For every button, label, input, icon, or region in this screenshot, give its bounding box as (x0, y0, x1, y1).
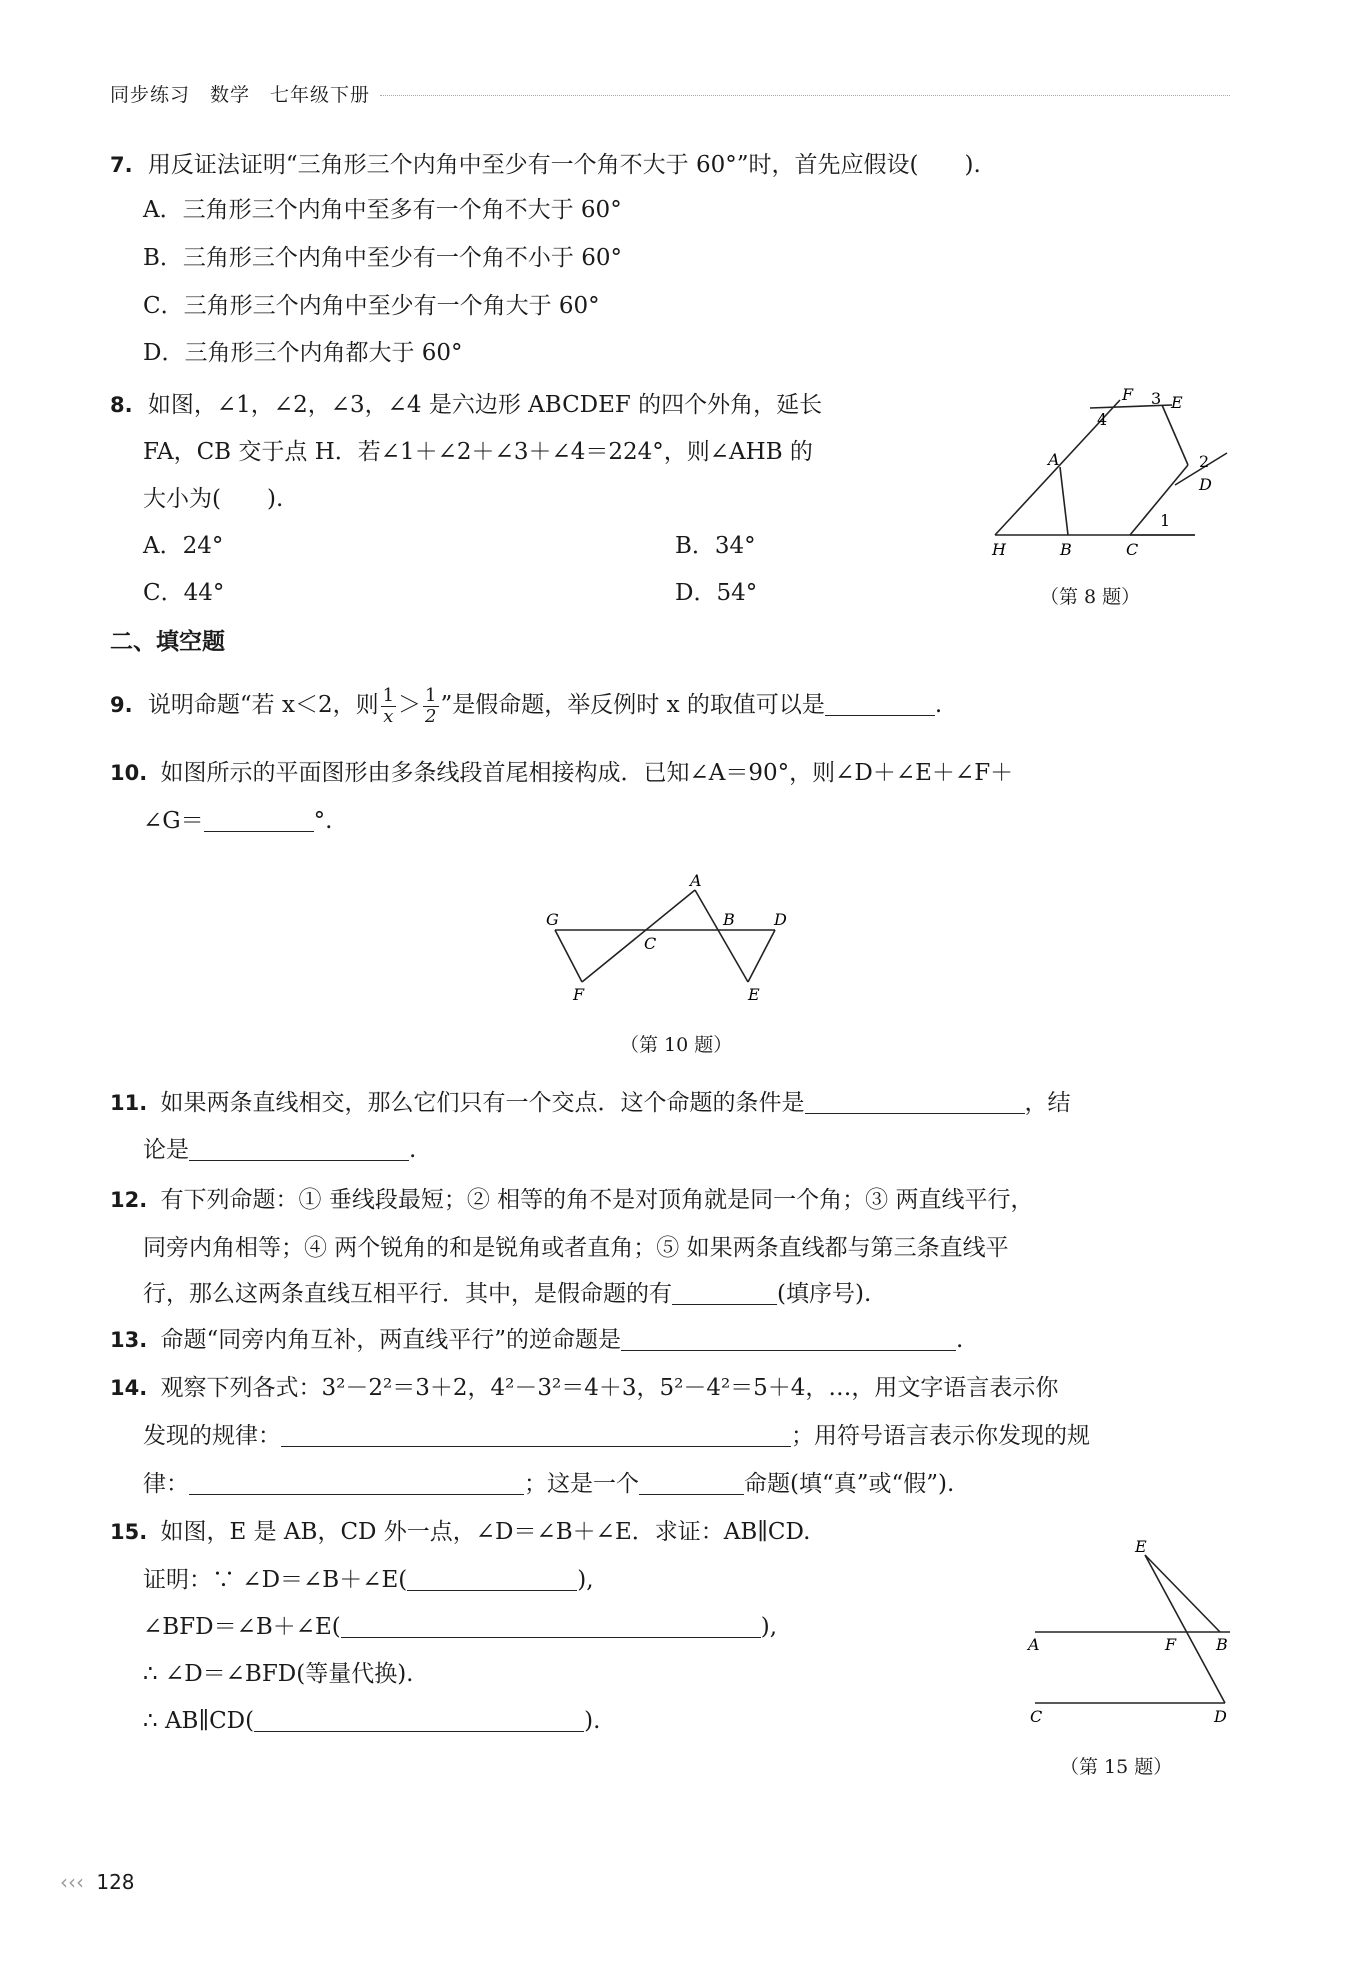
numerator: 1 (382, 684, 395, 706)
question-text: 如图，E 是 AB，CD 外一点，∠D＝∠B＋∠E．求证：AB∥CD. (160, 1519, 811, 1545)
proof-text: ∠BFD＝∠B＋∠E( (143, 1614, 341, 1640)
question-text: 有下列命题：① 垂线段最短；② 相等的角不是对顶角就是同一个角；③ 两直线平行， (160, 1187, 1034, 1213)
question-number: 7. (110, 153, 133, 177)
question-text: 如图所示的平面图形由多条线段首尾相接构成．已知∠A＝90°，则∠D＋∠E＋∠F＋ (160, 760, 1014, 786)
question-14-line-3 (143, 1469, 954, 1499)
label-D: D (774, 910, 787, 929)
figure-10 (530, 870, 810, 1010)
question-12-line-1 (110, 1185, 1033, 1215)
option-a: A．三角形三个内角中至多有一个角不大于 60° (143, 197, 622, 223)
figure-15-caption: （第 15 题） (1060, 1756, 1173, 1778)
label-G: G (546, 910, 559, 929)
true-false-blank[interactable] (639, 1472, 744, 1495)
option-d: D．三角形三个内角都大于 60° (143, 340, 463, 366)
question-number: 15. (110, 1520, 148, 1544)
option-b: B．三角形三个内角中至少有一个角不小于 60° (143, 245, 622, 271)
answer-blank[interactable] (672, 1282, 777, 1305)
page-footer (60, 1870, 135, 1894)
conclusion-blank[interactable] (189, 1138, 409, 1161)
label-H: H (992, 540, 1006, 559)
question-number: 14. (110, 1376, 148, 1400)
proof-text: ∴ AB∥CD( (143, 1708, 255, 1734)
label-E: E (1171, 393, 1183, 412)
question-text: 命题(填“真”或“假”). (744, 1471, 955, 1497)
question-14-line-2 (143, 1421, 1090, 1451)
question-text: 如果两条直线相交，那么它们只有一个交点．这个命题的条件是 (160, 1090, 805, 1116)
arrows-icon: ‹‹‹ (60, 1870, 84, 1894)
label-D: D (1214, 1707, 1227, 1726)
question-8-line-2: FA，CB 交于点 H．若∠1＋∠2＋∠3＋∠4＝224°，则∠AHB 的 (143, 439, 813, 465)
question-15-stem (110, 1517, 810, 1547)
question-text: 论是 (143, 1137, 189, 1163)
label-B: B (723, 910, 735, 929)
figure-8-caption: （第 8 题） (1040, 586, 1141, 608)
answer-blank[interactable] (621, 1328, 956, 1351)
label-A: A (1048, 450, 1060, 469)
answer-blank[interactable] (825, 693, 935, 716)
question-text: (填序号). (777, 1281, 872, 1307)
figure-8-hexagon (980, 385, 1250, 570)
running-header: 同步练习 数学 七年级下册 (110, 84, 371, 106)
proof-text: 证明：∵ ∠D＝∠B＋∠E( (143, 1567, 408, 1593)
period: . (934, 692, 943, 718)
question-text: ；用符号语言表示你发现的规 (791, 1423, 1090, 1449)
question-text: ∠G＝ (143, 808, 204, 834)
question-8-line-3: 大小为( ). (143, 486, 284, 512)
condition-blank[interactable] (805, 1091, 1025, 1114)
label-C: C (1030, 1707, 1043, 1726)
question-11-line-1 (110, 1088, 1071, 1118)
question-text: 行，那么这两条直线互相平行．其中，是假命题的有 (143, 1281, 672, 1307)
option-a: A．24° (143, 533, 224, 559)
reason-blank[interactable] (254, 1709, 584, 1732)
question-text: 律： (143, 1471, 189, 1497)
question-text: 命题“同旁内角互补，两直线平行”的逆命题是 (160, 1327, 622, 1353)
denominator: 2 (425, 705, 437, 727)
page-number: 128 (96, 1870, 135, 1894)
question-text: ”是假命题，举反例时 x 的取值可以是 (440, 692, 825, 718)
proof-step-4 (143, 1706, 600, 1736)
question-10-line-2 (143, 806, 332, 836)
question-9 (110, 683, 942, 727)
label-B: B (1216, 1635, 1228, 1654)
question-13 (110, 1325, 963, 1355)
label-A: A (690, 871, 702, 890)
question-text: ，结 (1024, 1090, 1071, 1116)
reason-blank[interactable] (407, 1568, 577, 1591)
question-10-line-1 (110, 758, 1013, 788)
fraction (423, 686, 438, 727)
label-E: E (1135, 1540, 1147, 1556)
header-divider (380, 95, 1230, 96)
greater-than: ＞ (398, 692, 422, 718)
section-title: 二、填空题 (110, 629, 225, 655)
question-text: 观察下列各式：3²－2²＝3＋2，4²－3²＝4＋3，5²－4²＝5＋4，…，用文字语言表示你 (160, 1375, 1059, 1401)
numerator: 1 (425, 684, 437, 706)
text-rule-blank[interactable] (281, 1424, 791, 1447)
option-d: D．54° (675, 580, 758, 606)
label-C: C (1126, 540, 1139, 559)
option-b: B．34° (675, 533, 756, 559)
proof-step-2 (143, 1612, 777, 1642)
label-F: F (1165, 1635, 1177, 1654)
question-text: 说明命题“若 x＜2，则 (147, 692, 379, 718)
figure-10-caption: （第 10 题） (620, 1034, 733, 1056)
question-text: ；这是一个 (524, 1471, 639, 1497)
question-number: 11. (110, 1091, 148, 1115)
question-number: 8. (110, 393, 133, 417)
label-E: E (748, 985, 760, 1004)
label-F: F (1122, 385, 1134, 404)
symbol-rule-blank[interactable] (189, 1472, 524, 1495)
label-3: 3 (1151, 389, 1162, 408)
period: . (409, 1137, 417, 1163)
question-12-line-3 (143, 1279, 871, 1309)
label-D: D (1199, 475, 1212, 494)
question-number: 12. (110, 1188, 148, 1212)
period: . (956, 1327, 964, 1353)
proof-text: ), (760, 1614, 778, 1640)
proof-step-1 (143, 1565, 594, 1595)
label-F: F (573, 985, 585, 1004)
denominator: x (383, 705, 394, 727)
proof-text: ), (577, 1567, 594, 1593)
question-14-line-1 (110, 1373, 1058, 1403)
answer-blank[interactable] (204, 809, 314, 832)
label-1: 1 (1160, 511, 1171, 530)
proof-step-3: ∴ ∠D＝∠BFD(等量代换). (143, 1661, 414, 1687)
label-C: C (644, 934, 657, 953)
question-7-stem (110, 150, 981, 180)
question-text: 发现的规律： (143, 1423, 281, 1449)
label-2: 2 (1199, 452, 1210, 471)
label-B: B (1060, 540, 1072, 559)
label-A: A (1028, 1635, 1040, 1654)
question-number: 13. (110, 1328, 148, 1352)
proof-text: ). (584, 1708, 601, 1734)
question-text: °. (313, 808, 333, 834)
question-8-line-1 (110, 390, 822, 420)
label-4: 4 (1097, 410, 1108, 429)
option-c: C．44° (143, 580, 225, 606)
option-c: C．三角形三个内角中至少有一个角大于 60° (143, 293, 600, 319)
question-12-line-2: 同旁内角相等；④ 两个锐角的和是锐角或者直角；⑤ 如果两条直线都与第三条直线平 (143, 1235, 1009, 1261)
question-text: 用反证法证明“三角形三个内角中至少有一个角不大于 60°”时，首先应假设( ). (147, 152, 981, 178)
figure-15-parallel-lines (1020, 1540, 1250, 1740)
fraction (381, 686, 396, 727)
question-text: 如图，∠1，∠2，∠3，∠4 是六边形 ABCDEF 的四个外角，延长 (147, 392, 823, 418)
question-11-line-2 (143, 1135, 416, 1165)
question-number: 10. (110, 761, 148, 785)
question-number: 9. (110, 693, 133, 717)
reason-blank[interactable] (341, 1615, 761, 1638)
